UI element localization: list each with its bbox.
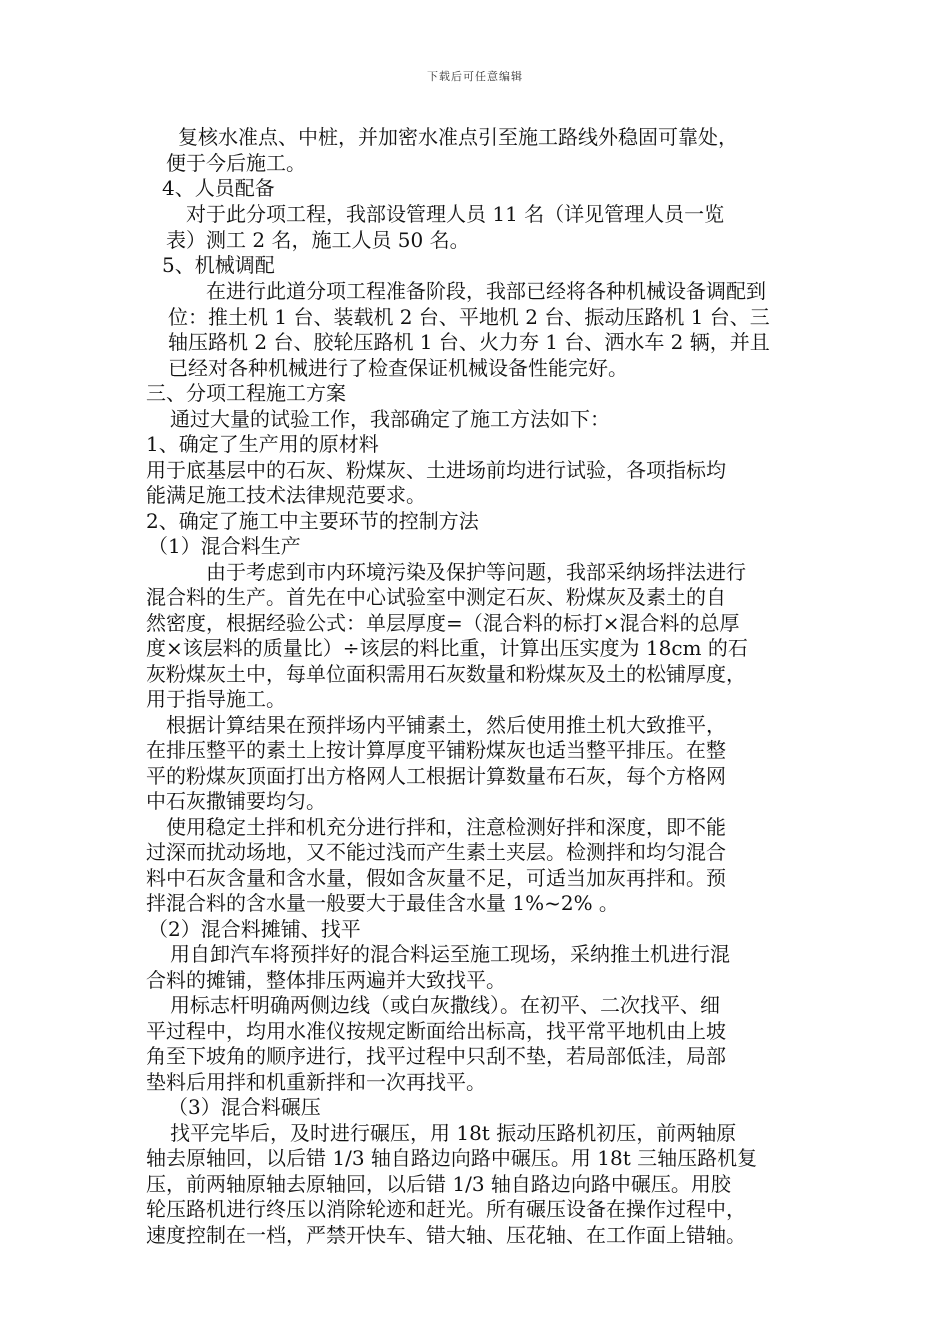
section-heading: （1）混合料生产 — [148, 534, 301, 558]
section-heading: 三、分项工程施工方案 — [146, 381, 346, 405]
text-line: 能满足施工技术法律规范要求。 — [146, 483, 426, 507]
text-line: 用标志杆明确两侧边线（或白灰撒线）。在初平、二次找平、细 — [170, 993, 720, 1017]
section-heading: 5、机械调配 — [162, 253, 275, 277]
text-line: 拌混合料的含水量一般要大于最佳含水量 1%~2% 。 — [146, 891, 619, 915]
text-line: 已经对各种机械进行了检查保证机械设备性能完好。 — [168, 356, 628, 380]
section-heading: （3）混合料碾压 — [168, 1095, 321, 1119]
text-line: 平过程中，均用水准仪按规定断面给出标高，找平常平地机由上坡 — [146, 1019, 726, 1043]
text-line: 角至下坡角的顺序进行，找平过程中只刮不垫，若局部低洼，局部 — [146, 1044, 726, 1068]
text-line: 合料的摊铺，整体排压两遍并大致找平。 — [146, 968, 506, 992]
text-line: 平的粉煤灰顶面打出方格网人工根据计算数量布石灰，每个方格网 — [146, 764, 726, 788]
text-line: 对于此分项工程，我部设管理人员 11 名（详见管理人员一览 — [186, 202, 725, 226]
text-line: 使用稳定土拌和机充分进行拌和，注意检测好拌和深度，即不能 — [166, 815, 726, 839]
text-line: 混合料的生产。首先在中心试验室中测定石灰、粉煤灰及素土的自 — [146, 585, 726, 609]
text-line: 在进行此道分项工程准备阶段，我部已经将各种机械设备调配到 — [206, 279, 766, 303]
section-heading: 4、人员配备 — [162, 176, 275, 200]
text-line: 轮压路机进行终压以消除轮迹和赶光。所有碾压设备在操作过程中， — [146, 1197, 746, 1221]
text-line: 位：推土机 1 台、装载机 2 台、平地机 2 台、振动压路机 1 台、三 — [168, 305, 770, 329]
text-line: 用于底基层中的石灰、粉煤灰、土进场前均进行试验，各项指标均 — [146, 458, 726, 482]
text-line: 表）测工 2 名，施工人员 50 名。 — [166, 228, 470, 252]
section-heading: 2、确定了施工中主要环节的控制方法 — [146, 509, 479, 533]
text-line: 过深而扰动场地，又不能过浅而产生素土夹层。检测拌和均匀混合 — [146, 840, 726, 864]
text-line: 垫料后用拌和机重新拌和一次再找平。 — [146, 1070, 486, 1094]
text-line: 复核水准点、中桩，并加密水准点引至施工路线外稳固可靠处， — [178, 125, 738, 149]
page-header: 下载后可任意编辑 — [427, 70, 523, 83]
text-line: 由于考虑到市内环境污染及保护等问题，我部采纳场拌法进行 — [206, 560, 746, 584]
text-line: 便于今后施工。 — [166, 151, 306, 175]
text-line: 找平完毕后，及时进行碾压，用 18t 振动压路机初压，前两轴原 — [170, 1121, 737, 1145]
text-line: 度×该层料的质量比）÷该层的料比重，计算出压实度为 18cm 的石 — [146, 636, 748, 660]
section-heading: （2）混合料摊铺、找平 — [148, 917, 361, 941]
text-line: 轴压路机 2 台、胶轮压路机 1 台、火力夯 1 台、洒水车 2 辆，并且 — [168, 330, 770, 354]
text-line: 压，前两轴原轴去原轴回，以后错 1/3 轴自路边向路中碾压。用胶 — [146, 1172, 731, 1196]
text-line: 根据计算结果在预拌场内平铺素土，然后使用推土机大致推平， — [166, 713, 726, 737]
text-line: 速度控制在一档，严禁开快车、错大轴、压花轴、在工作面上错轴。 — [146, 1223, 746, 1247]
section-heading: 1、确定了生产用的原材料 — [146, 432, 379, 456]
text-line: 用自卸汽车将预拌好的混合料运至施工现场，采纳推土机进行混 — [170, 942, 730, 966]
text-line: 通过大量的试验工作，我部确定了施工方法如下： — [170, 407, 610, 431]
text-line: 然密度，根据经验公式：单层厚度=（混合料的标打×混合料的总厚 — [146, 611, 740, 635]
text-line: 灰粉煤灰土中，每单位面积需用石灰数量和粉煤灰及土的松铺厚度， — [146, 662, 746, 686]
text-line: 在排压整平的素土上按计算厚度平铺粉煤灰也适当整平排压。在整 — [146, 738, 726, 762]
text-line: 轴去原轴回，以后错 1/3 轴自路边向路中碾压。用 18t 三轴压路机复 — [146, 1146, 758, 1170]
text-line: 用于指导施工。 — [146, 687, 286, 711]
text-line: 中石灰撒铺要均匀。 — [146, 789, 326, 813]
text-line: 料中石灰含量和含水量，假如含灰量不足，可适当加灰再拌和。预 — [146, 866, 726, 890]
